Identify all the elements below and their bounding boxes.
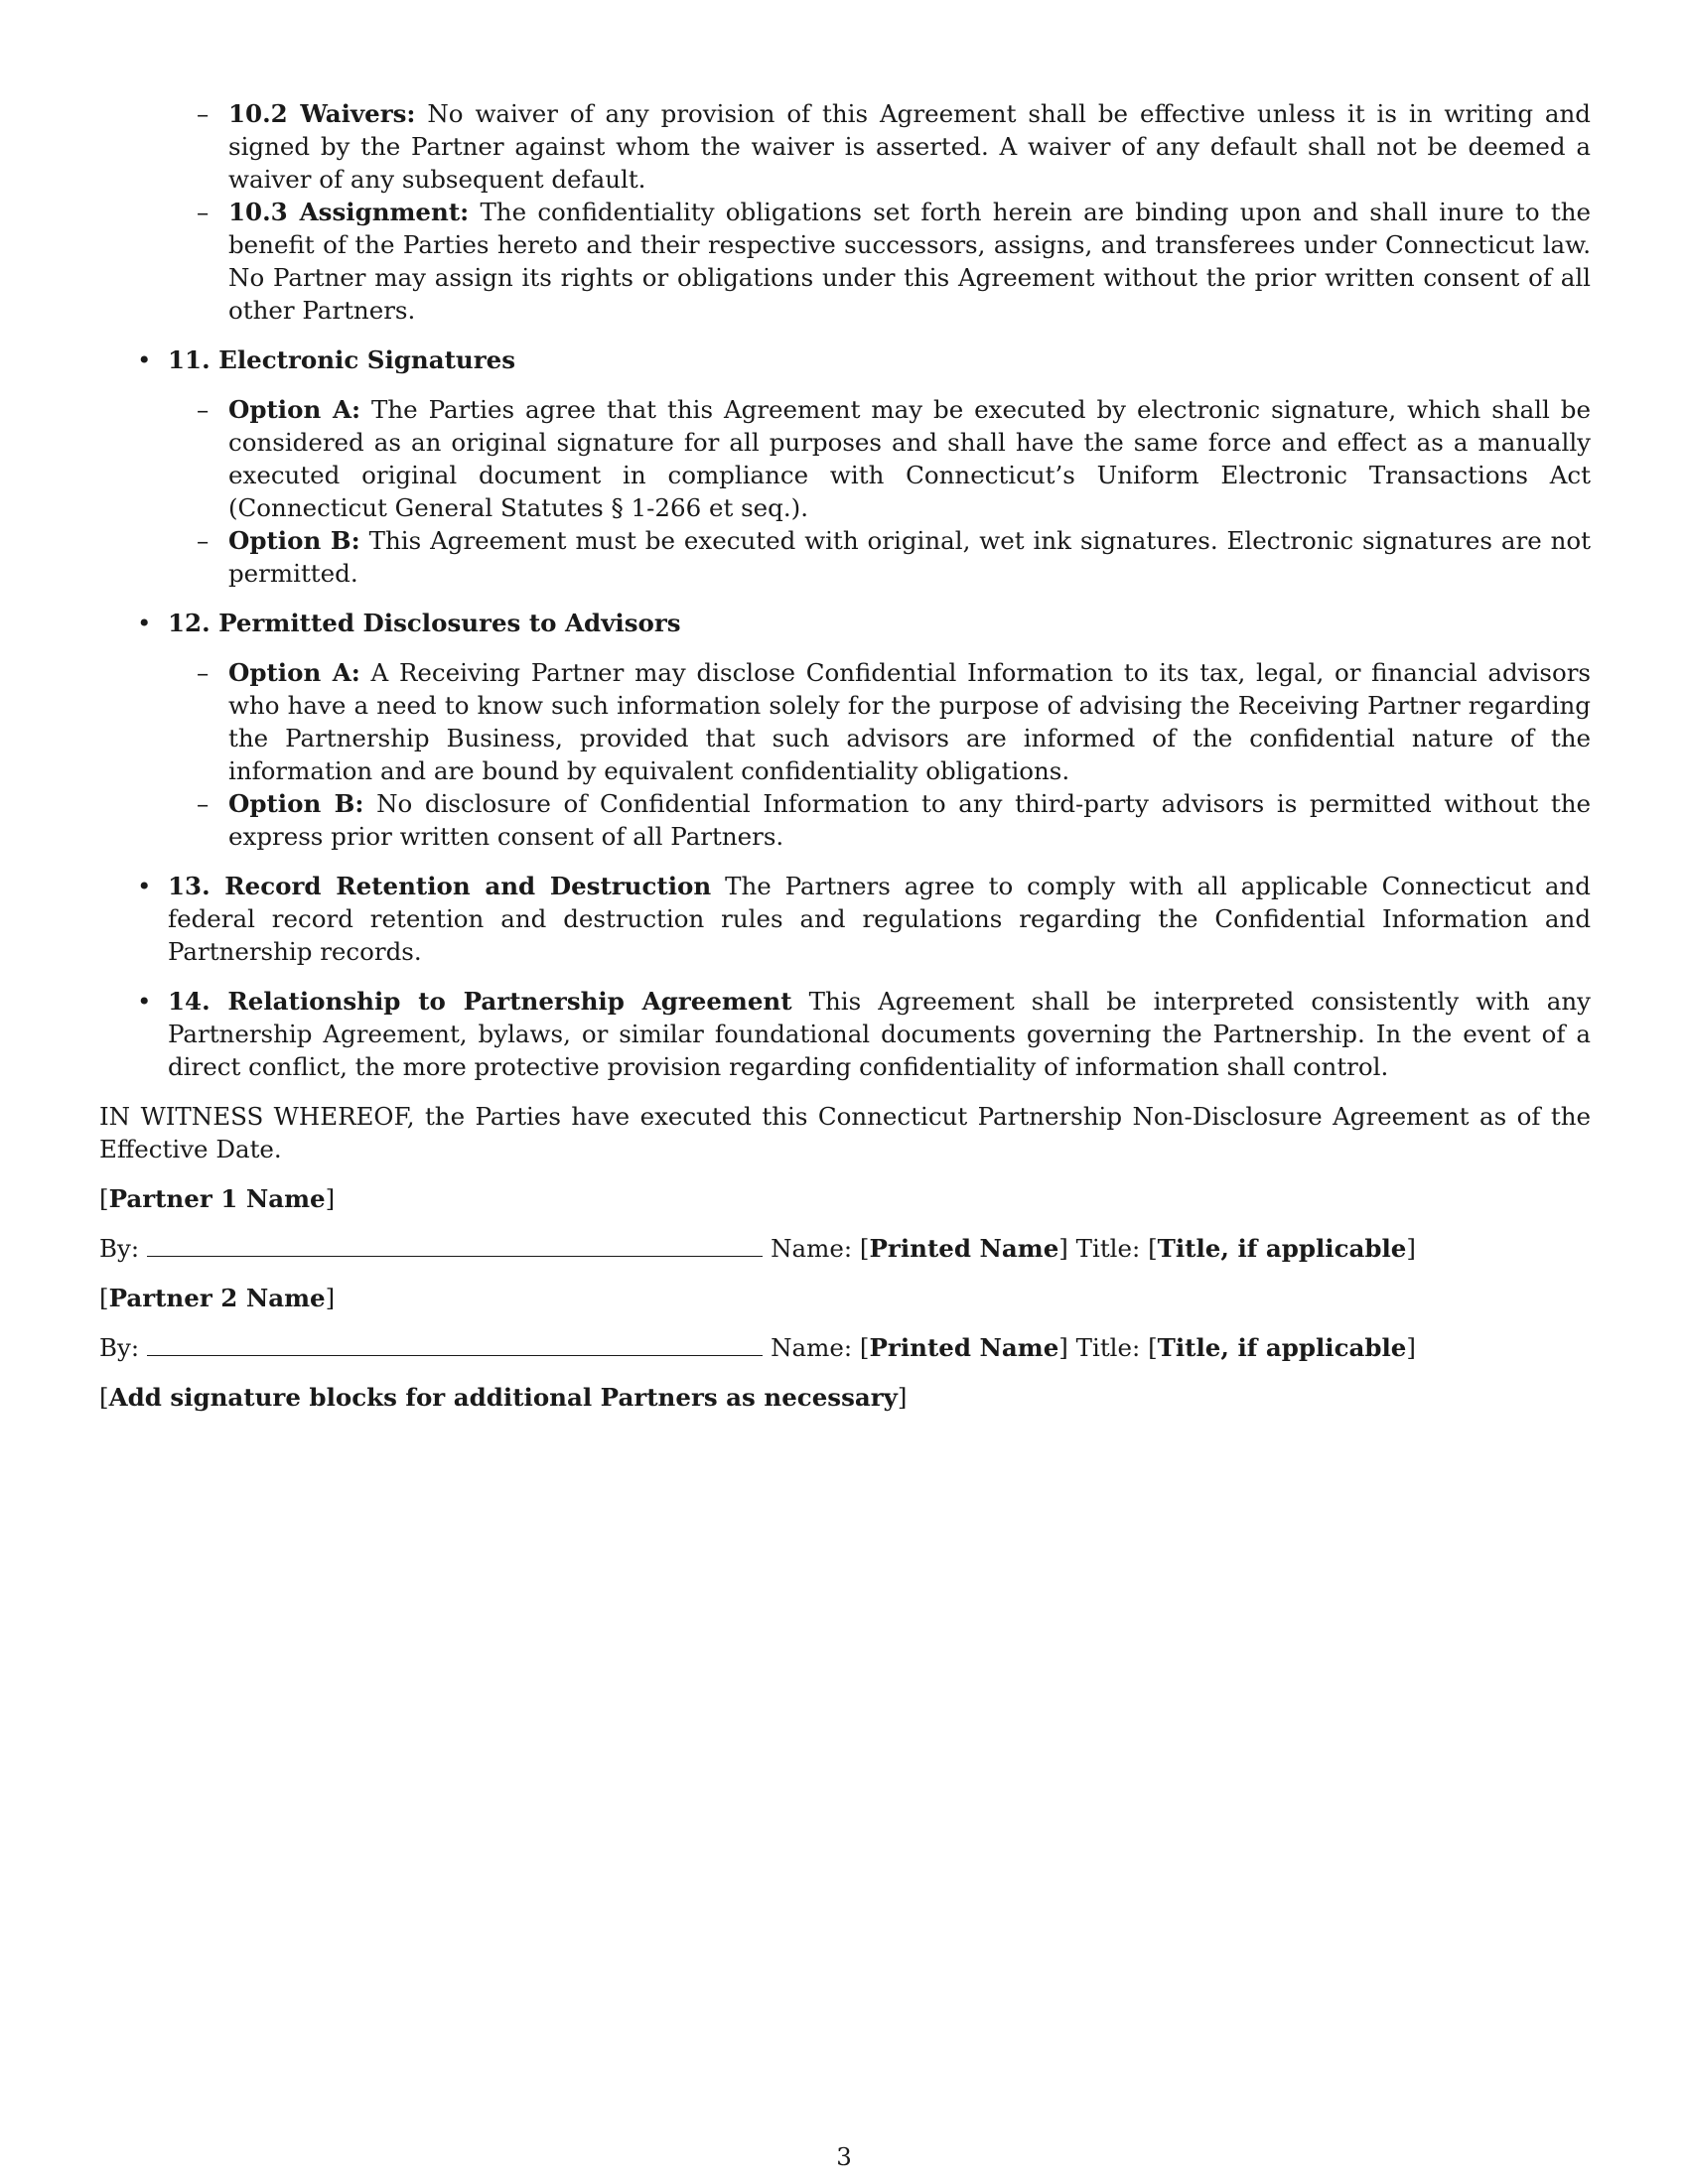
additional-signatures-text: Add signature blocks for additional Partners as necessary xyxy=(108,1383,898,1412)
page-number: 3 xyxy=(836,2142,852,2171)
section-14-text: This Agreement shall be interpreted consistently with any Partnership Agreement, bylaws, or similar foundational documents governing the Partnership. In the event of a direct conflict, the more protective provision regarding confidentiality of information shall control. xyxy=(168,987,1591,1081)
title-label: Title: xyxy=(1075,1234,1141,1263)
name-label: Name: xyxy=(771,1333,853,1362)
option-a-label: Option A: xyxy=(228,395,361,424)
dash-marker: – xyxy=(197,789,210,818)
bullet-marker: • xyxy=(137,345,152,374)
option-b-text: No disclosure of Confidential Information to any third-party advisors is permitted without the express prior written consent of all Partners. xyxy=(228,789,1591,851)
dash-marker: – xyxy=(197,99,210,128)
option-a-label: Option A: xyxy=(228,658,360,687)
additional-signatures-note: [Add signature blocks for additional Partners as necessary] xyxy=(99,1383,908,1412)
section-12-heading: 12. Permitted Disclosures to Advisors xyxy=(168,609,681,637)
section-10-2-text: No waiver of any provision of this Agreement shall be effective unless it is in writing and signed by the Partner against whom the waiver is asserted. A waiver of any default shall not be deemed a waiver of any subsequent default. xyxy=(228,99,1591,194)
title-value: Title, if applicable xyxy=(1157,1234,1407,1263)
section-11-option-a xyxy=(99,393,1591,524)
dash-marker: – xyxy=(197,526,210,555)
section-10-2 xyxy=(99,97,1591,196)
signature-field[interactable] xyxy=(147,1333,763,1356)
by-label: By: xyxy=(99,1234,140,1263)
by-label: By: xyxy=(99,1333,140,1362)
section-10-3-label: 10.3 Assignment: xyxy=(228,198,470,226)
signature-field[interactable] xyxy=(147,1234,763,1257)
bullet-marker: • xyxy=(137,987,152,1016)
section-13-text: The Partners agree to comply with all applicable Connecticut and federal record retention and destruction rules and regulations regarding the Confidential Information and Partnership records. xyxy=(168,872,1591,966)
section-11 xyxy=(99,343,1591,590)
option-a-text: The Parties agree that this Agreement may be executed by electronic signature, which shall be considered as an original signature for all purposes and shall have the same force and effect as a manually executed original document in compliance with Connecticut’s Uniform Electronic Transactions Act (Connecticut General Statutes § 1-266 et seq.). xyxy=(228,395,1591,522)
section-13 xyxy=(99,870,1591,968)
partner-2-block: [Partner 2 Name] xyxy=(99,1284,336,1312)
title-value: Title, if applicable xyxy=(1157,1333,1407,1362)
printed-name: Printed Name xyxy=(869,1333,1059,1362)
witness-clause: IN WITNESS WHEREOF, the Parties have executed this Connecticut Partnership Non-Disclosure Agreement as of the Effective Date. xyxy=(99,1102,1591,1163)
section-10-3-text: The confidentiality obligations set forth herein are binding upon and shall inure to the benefit of the Parties hereto and their respective successors, assigns, and transferees under Connecticut law. No Partner may assign its rights or obligations under this Agreement without the prior written consent of all other Partners. xyxy=(228,198,1592,325)
option-b-label: Option B: xyxy=(228,789,364,818)
section-12-option-a xyxy=(99,656,1591,787)
section-11-option-b xyxy=(99,524,1591,590)
dash-marker: – xyxy=(197,395,210,424)
dash-marker: – xyxy=(197,198,210,226)
title-label: Title: xyxy=(1075,1333,1141,1362)
partner-1-name: Partner 1 Name xyxy=(108,1184,326,1213)
section-14 xyxy=(99,985,1591,1083)
partner-1-block: [Partner 1 Name] xyxy=(99,1184,336,1213)
printed-name: Printed Name xyxy=(869,1234,1059,1263)
section-10-2-label: 10.2 Waivers: xyxy=(228,99,416,128)
option-a-text: A Receiving Partner may disclose Confidential Information to its tax, legal, or financial advisors who have a need to know such information solely for the purpose of advising the Receiving Partner regarding the Partnership Business, provided that such advisors are informed of the confidential nature of the information and are bound by equivalent confidentiality obligations. xyxy=(228,658,1591,785)
option-b-text: This Agreement must be executed with original, wet ink signatures. Electronic signatures are not permitted. xyxy=(228,526,1591,588)
name-label: Name: xyxy=(771,1234,853,1263)
section-12-option-b xyxy=(99,787,1591,853)
section-11-heading: 11. Electronic Signatures xyxy=(168,345,516,374)
partner-2-name: Partner 2 Name xyxy=(108,1284,326,1312)
signature-line-2: By: Name: [Printed Name] Title: [Title, if applicable] xyxy=(99,1333,1416,1362)
section-10-3 xyxy=(99,196,1591,327)
signature-line-1: By: Name: [Printed Name] Title: [Title, if applicable] xyxy=(99,1234,1416,1263)
dash-marker: – xyxy=(197,658,210,687)
section-13-heading: 13. Record Retention and Destruction xyxy=(168,872,712,900)
bullet-marker: • xyxy=(137,872,152,900)
bullet-marker: • xyxy=(137,609,152,637)
option-b-label: Option B: xyxy=(228,526,360,555)
section-12 xyxy=(99,607,1591,853)
document-page xyxy=(99,97,1591,1431)
section-14-heading: 14. Relationship to Partnership Agreement xyxy=(168,987,792,1016)
